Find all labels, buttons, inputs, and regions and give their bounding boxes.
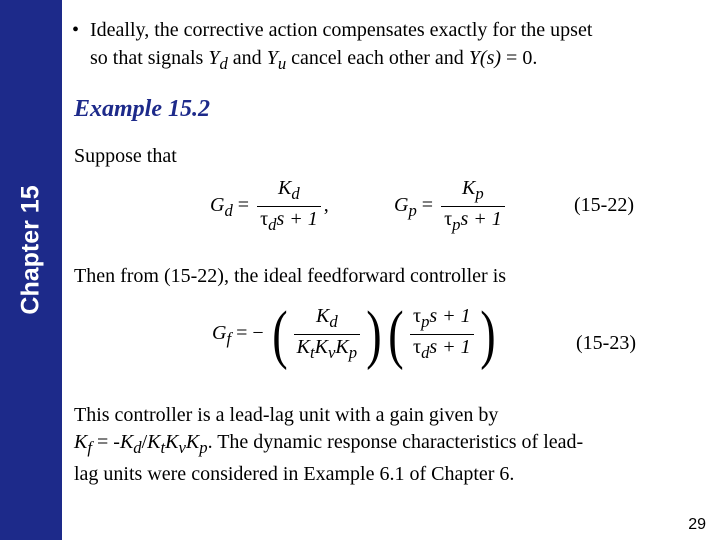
bullet-point	[72, 16, 712, 78]
para-eq: = -	[91, 431, 120, 453]
gd-numerator	[275, 176, 303, 206]
bullet-line2-prefix: so that signals	[90, 47, 209, 69]
leadlag-den-tau: τ	[413, 336, 422, 358]
kp-sub: p	[348, 343, 358, 362]
kv-para-sub: v	[178, 438, 186, 457]
equation-gp	[394, 176, 508, 237]
var-y-u: Y	[266, 47, 278, 69]
gp-fraction	[441, 176, 505, 237]
gain-num-sub: d	[329, 312, 338, 331]
equation-number-15-23: (15-23)	[576, 332, 636, 354]
leadlag-den-sub: d	[421, 343, 430, 362]
leadlag-denominator	[410, 334, 474, 365]
para-line3: lag units were considered in Example 6.1 of Chapter 6.	[74, 463, 515, 485]
gp-subscript: p	[408, 201, 417, 221]
kd-symbol: K	[119, 431, 134, 453]
left-paren-1: (	[271, 297, 288, 371]
kd-sub: d	[133, 438, 142, 457]
para-line1: This controller is a lead-lag unit with a gain given by	[74, 404, 499, 426]
gf-subscript: f	[226, 329, 232, 349]
gp-num-k: K	[462, 177, 476, 199]
kp-para-sub: p	[199, 438, 208, 457]
sub-u: u	[277, 54, 287, 73]
kp-symbol: K	[335, 336, 349, 358]
bullet-line2-suffix: cancel each other and	[286, 47, 469, 69]
suppose-text: Suppose that	[74, 145, 177, 167]
gf-symbol: G	[212, 322, 227, 345]
leadlag-num-sub: p	[421, 312, 430, 331]
equation-gf	[212, 297, 499, 371]
and-text: and	[227, 47, 267, 69]
gd-num-sub: d	[291, 184, 300, 203]
gd-num-k: K	[278, 177, 292, 199]
gd-den-sub: d	[268, 215, 277, 234]
equals-minus: = −	[236, 322, 264, 345]
bullet-line1: Ideally, the corrective action compensates exactly for the upset	[90, 19, 593, 41]
gd-den-tau: τ	[260, 208, 269, 230]
example-title: Example 15.2	[74, 96, 210, 122]
gain-numerator	[313, 304, 341, 334]
equals-sign: =	[421, 194, 434, 217]
y-of-s: Y(s)	[468, 47, 502, 69]
gp-den-tail: s + 1	[460, 208, 502, 230]
gp-den-tau: τ	[444, 208, 453, 230]
para-line2-tail: . The dynamic response characteristics of lead-	[207, 431, 584, 453]
gd-denominator	[257, 206, 321, 237]
explanation-paragraph	[74, 402, 704, 488]
kt-para-sub: t	[160, 438, 166, 457]
then-text: Then from (15-22), the ideal feedforward controller is	[74, 265, 507, 287]
chapter-sidebar	[0, 0, 62, 540]
equals-sign: =	[237, 194, 250, 217]
leadlag-num-tail: s + 1	[429, 305, 471, 327]
leadlag-numerator	[410, 304, 474, 334]
kt-symbol: K	[296, 336, 310, 358]
sub-d: d	[219, 54, 228, 73]
gd-symbol: G	[210, 194, 225, 217]
kt-sub: t	[309, 343, 315, 362]
gain-denominator	[294, 334, 360, 365]
comma: ,	[323, 194, 329, 217]
gd-den-tail: s + 1	[276, 208, 318, 230]
kf-sub: f	[87, 438, 92, 457]
left-paren-2: (	[388, 297, 404, 371]
gain-fraction	[294, 304, 360, 365]
right-paren-2: )	[479, 297, 496, 371]
chapter-label: Chapter 15	[16, 185, 45, 315]
y-of-s-tail: = 0.	[501, 47, 538, 69]
kv-sub: v	[327, 343, 336, 362]
kv-symbol: K	[314, 336, 328, 358]
right-paren-1: )	[366, 297, 382, 371]
gp-numerator	[459, 176, 487, 206]
kv-para-symbol: K	[165, 431, 179, 453]
var-y: Y	[208, 47, 220, 69]
gp-num-sub: p	[475, 184, 484, 203]
page-number: 29	[688, 516, 706, 533]
slash: /	[141, 431, 148, 453]
equation-gd	[210, 176, 329, 237]
leadlag-fraction	[410, 304, 474, 365]
gp-symbol: G	[394, 194, 409, 217]
gd-fraction	[257, 176, 321, 237]
kf-symbol: K	[74, 431, 88, 453]
gp-den-sub: p	[452, 215, 461, 234]
gain-num-k: K	[316, 305, 330, 327]
leadlag-num-tau: τ	[413, 305, 422, 327]
leadlag-den-tail: s + 1	[429, 336, 471, 358]
equation-number-15-22: (15-22)	[574, 194, 634, 216]
kp-para-symbol: K	[185, 431, 200, 453]
bullet-marker: •	[72, 19, 80, 41]
bullet-text	[90, 16, 712, 78]
gd-subscript: d	[224, 201, 233, 221]
gp-denominator	[441, 206, 505, 237]
kt-para-symbol: K	[147, 431, 161, 453]
